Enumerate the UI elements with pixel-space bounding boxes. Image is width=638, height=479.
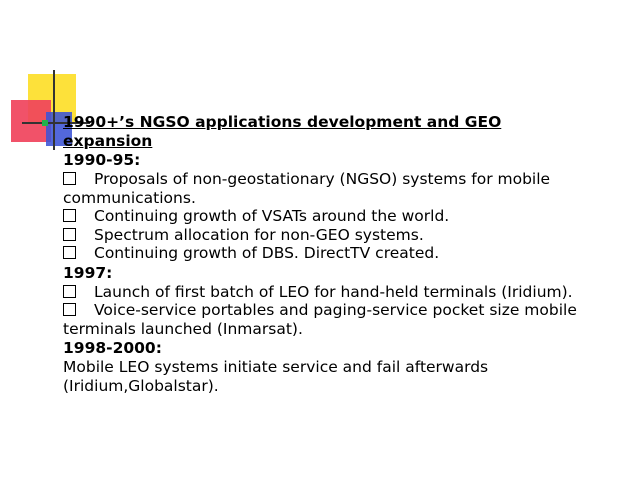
checkbox-icon <box>63 172 76 185</box>
list-item: Continuing growth of DBS. DirectTV created. <box>63 244 603 263</box>
section-label-1997: 1997: <box>63 263 113 282</box>
list-item: Voice-service portables and paging-service pocket size mobile terminals launched (Inmarsat). <box>63 301 577 338</box>
checkbox-icon <box>63 209 76 222</box>
checkbox-icon <box>63 303 76 316</box>
section-label-1990-95: 1990-95: <box>63 151 141 169</box>
checkbox-icon <box>63 228 76 241</box>
slide-body <box>63 113 603 395</box>
slide-heading-line2: expansion <box>63 131 153 150</box>
list-item: Launch of first batch of LEO for hand-held terminals (Iridium). <box>63 283 603 302</box>
list-item: Continuing growth of VSATs around the world. <box>63 207 603 226</box>
slide-heading <box>63 113 603 150</box>
list-item: Spectrum allocation for non-GEO systems. <box>63 226 603 245</box>
checkbox-icon <box>63 246 76 259</box>
checkbox-icon <box>63 285 76 298</box>
list-item: Proposals of non-geostationary (NGSO) systems for mobile communications. <box>63 170 551 207</box>
section-label-1998-2000: 1998-2000: <box>63 339 162 357</box>
section-text: Mobile LEO systems initiate service and fail afterwards (Iridium,Globalstar). <box>63 358 489 395</box>
bullet-dot-icon <box>42 120 48 126</box>
decorative-vertical-line <box>53 70 55 150</box>
slide-heading-line1: 1990+’s NGSO applications development and GEO <box>63 113 502 131</box>
